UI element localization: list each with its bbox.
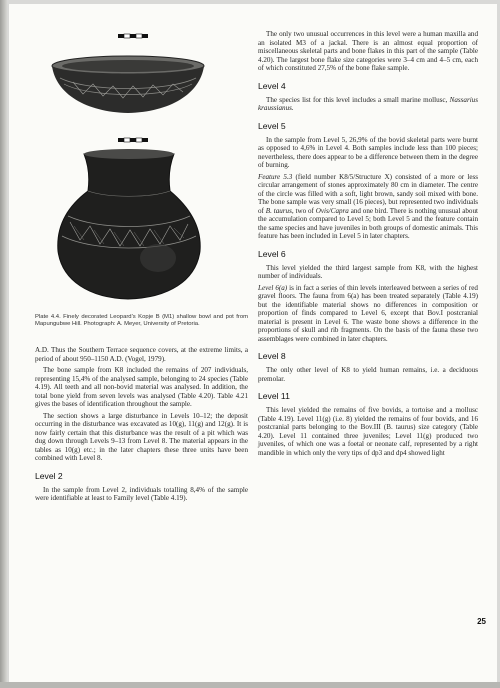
level-4-paragraph bbox=[258, 96, 478, 113]
feature-species-2: Ovis/Capra bbox=[315, 206, 349, 215]
level-6a-label: Level 6(a) bbox=[258, 283, 288, 292]
level-8-paragraph: The only other level of K8 to yield human remains, i.e. a deciduous premolar. bbox=[258, 366, 478, 383]
level-4-text: The species list for this level includes a small marine mollusc, bbox=[266, 95, 450, 104]
unusual-occurrences-paragraph: The only two unusual occurrences in this level were a human maxilla and an isolated M3 of a jackal. There is an almost equal proportion of miscellaneous skeletal parts and bone flakes in this part of the sample (Table 4.20). The largest bone flake size categories were 3–4 cm and 4–5 cm, each of which constituted 27,5% of the bone flake sample. bbox=[258, 30, 478, 72]
level-2-paragraph: In the sample from Level 2, individuals totalling 8,4% of the sample were identifiable at least to Family level (Table 4.19). bbox=[35, 485, 248, 502]
shallow-bowl bbox=[52, 56, 204, 113]
caption-text: Finely decorated Leopard’s Kopje B (M1) shallow bowl and pot from Mapungubwe Hill. Photograph: A. Meyer, University of Pretoria. bbox=[35, 314, 248, 327]
heading-level-11: Level 11 bbox=[258, 391, 290, 401]
scale-bar-top bbox=[118, 34, 148, 38]
feature-label: Feature 5.3 bbox=[258, 172, 293, 181]
page-bottom-edge bbox=[0, 682, 500, 688]
feature-paragraph bbox=[258, 173, 478, 241]
feature-species-1: B. taurus bbox=[265, 206, 292, 215]
species-name: Nassarius kraussianus. bbox=[258, 95, 478, 112]
right-column bbox=[258, 30, 478, 460]
caption-block bbox=[35, 314, 248, 328]
decorated-pot bbox=[58, 149, 200, 299]
feature-text-c: and one bird. There is nothing unusual about the accumulation compared to Level 5; both Level 5 and the feature contain the same species and have juveniles in both groups of domestic animals. This feature has been included in Level 5 in later chapters. bbox=[258, 206, 478, 240]
left-column bbox=[35, 346, 248, 506]
scale-bar-middle bbox=[118, 138, 148, 142]
heading-level-5: Level 5 bbox=[258, 120, 286, 131]
level-5-paragraph: In the sample from Level 5, 26,9% of the bovid skeletal parts were burnt as opposed to 4,6% in Level 4. Both samples include less than 100 pieces; nevertheless, there does appear to be a difference between them in the degree of burning. bbox=[258, 135, 478, 169]
level-6a-text: is in fact a series of thin levels interleaved between a series of red gravel floors. The fauna from 6(a) has been treated separately (Table 4.19) but the identifiable material shows no differences in composition or proportion of finds compared to Level 6, except that Bov.I postcranial material is present in Level 6. The waste bone shows a difference in the proportions of skull and rib fragments. On the basis of the fauna these two assemblages were combined in later chapters. bbox=[258, 283, 478, 343]
heading-level-4: Level 4 bbox=[258, 80, 286, 91]
heading-level-2: Level 2 bbox=[35, 470, 63, 481]
heading-level-6: Level 6 bbox=[258, 248, 286, 259]
binding-gutter bbox=[0, 0, 7, 688]
page-number: 25 bbox=[477, 617, 486, 626]
feature-text-a: (field number K8/5/Structure X) consisted of a more or less circular arrangement of stones approximately 80 cm in diameter. The centre of the circle was filled with a soft, light brown, sandy soil mixed with bone. The bone sample was very small (16 pieces), but represented two individuals of bbox=[258, 172, 478, 215]
plate-caption bbox=[35, 314, 248, 328]
caption-label: Plate 4.4. bbox=[35, 314, 61, 320]
bone-sample-paragraph: The bone sample from K8 included the remains of 207 individuals, representing 15,4% of the analysed sample, belonging to 24 species (Table 4.19). All teeth and all non-bovid material was analysed. In addition, the total bone yield from seven levels was analysed (Table 4.20). Table 4.21 gives the bases of identification throughout the sample. bbox=[35, 366, 248, 408]
level-11-paragraph: This level yielded the remains of five bovids, a tortoise and a mollusc (Table 4.19). Level 11(g) (i.e. 8) yielded the remains of four bovids, and 16 postcranial parts belonging to the Bov.III (B. taurus) size category (Table 4.20). Level 11 contained three juveniles; Level 11(g) produced two juveniles, of which one was a foetal or neonate calf, represented by a right mandible in which only the very tips of dp3 and dp4 showed light bbox=[258, 406, 478, 457]
pottery-photograph bbox=[28, 26, 223, 316]
intro-paragraph: A.D. Thus the Southern Terrace sequence covers, at the extreme limits, a period of about 950–1150 A.D. (Vogel, 1979). bbox=[35, 346, 248, 363]
section-paragraph: The section shows a large disturbance in Levels 10–12; the deposit occurring in the disturbance was excavated as 10(g), 11(g) and 12(g). It is now fairly certain that this disturbance was the result of a pit which was dug down through Levels 9–13 from Level 8. The material appears in the tables as 10(g) etc.; in the later chapters these three units have been combined with Level 8. bbox=[35, 411, 248, 462]
level-6-paragraph: This level yielded the third largest sample from K8, with the highest number of individuals. bbox=[258, 263, 478, 280]
heading-level-8: Level 8 bbox=[258, 351, 286, 361]
feature-text-b: , two of bbox=[291, 206, 316, 215]
level-6a-paragraph bbox=[258, 284, 478, 344]
